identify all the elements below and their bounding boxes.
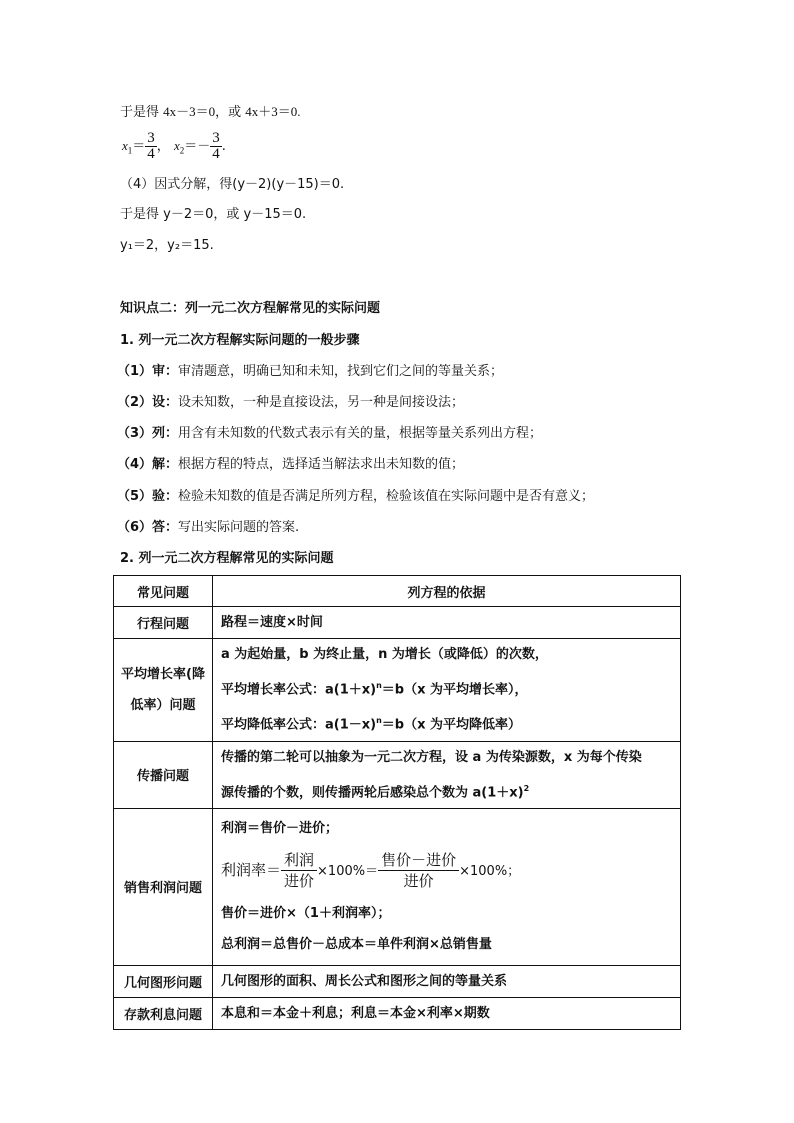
variable: x: [173, 138, 180, 153]
row-label: 存款利息问题: [114, 997, 213, 1029]
table-row: [114, 997, 681, 1029]
step-3: [117, 425, 542, 443]
table-row: [114, 808, 681, 965]
content-line: a 为起始量，b 为终止量，n 为增长（或降低）的次数，: [221, 647, 548, 662]
fraction: [378, 850, 459, 891]
content-line: 传播的第二轮可以抽象为一元二次方程，设 a 为传染源数，x 为每个传染: [221, 749, 642, 765]
step-5: [117, 488, 594, 506]
table-row: [114, 607, 681, 639]
row-content: [213, 741, 681, 808]
row-content: [213, 808, 681, 965]
step-tag: （3）列：: [117, 426, 179, 441]
step-text: 根据方程的特点，选择适当解法求出未知数的值；: [178, 457, 465, 472]
step-tag: （4）解：: [117, 457, 179, 472]
row-label: 传播问题: [114, 741, 213, 808]
formula-text: 源传播的个数，则传播两轮后感染总个数为 a(1＋x): [221, 784, 524, 800]
table-header-row: [114, 576, 681, 607]
formula-text: ×100%＝: [317, 864, 379, 880]
content-line: [221, 670, 672, 705]
step-text: 用含有未知数的代数式表示有关的量，根据等量关系列出方程；: [178, 426, 543, 441]
equation: 4x＋3＝0.: [245, 104, 301, 119]
step-text: 设未知数，一种是直接设法，另一种是间接设法；: [178, 395, 465, 410]
row-content: [213, 639, 681, 742]
subsection-heading-1: 1. 列一元二次方程解实际问题的一般步骤: [120, 333, 360, 348]
row-label: 几何图形问题: [114, 965, 213, 997]
solution-line-5: y₁＝2，y₂＝15.: [120, 238, 214, 253]
numerator: 3: [147, 130, 155, 146]
step-tag: （5）验：: [117, 489, 179, 504]
step-4: [117, 456, 464, 474]
solution-roots: $x_1=$ $\frac{3}{4}$ ， $x_2=-$ $\frac{3}{4}$ .: [122, 130, 226, 162]
header-col1: 常见问题: [114, 576, 213, 607]
row-label-line: 平均增长率(降: [121, 666, 205, 682]
subscript: 1: [127, 145, 133, 156]
content-line: 总利润＝总售价－总成本＝单件利润×总销售量: [221, 937, 492, 953]
content-line: [221, 705, 672, 740]
formula-text: 平均增长率公式：a(1＋x): [221, 682, 377, 698]
problem-table: [113, 575, 681, 1030]
equals-sign: ＝: [132, 138, 146, 153]
solution-line-4: 于是得 y－2＝0，或 y－15＝0.: [120, 207, 307, 222]
row-content: 几何图形的面积、周长公式和图形之间的等量关系: [213, 965, 681, 997]
solution-line-1: [120, 103, 301, 122]
row-label-line: 低率）问题: [130, 697, 196, 713]
fraction: [281, 850, 317, 891]
content-line: 售价＝进价×（1＋利润率）；: [221, 906, 391, 922]
formula-text: ＝b（x 为平均降低率）: [381, 717, 522, 733]
profit-rate-formula: [221, 844, 672, 898]
formula-text: ＝b（x 为平均增长率），: [381, 682, 528, 698]
formula-text: ×100%；: [459, 864, 521, 880]
table-row: [114, 639, 681, 742]
row-content: 路程＝速度×时间: [213, 607, 681, 639]
row-label: [114, 639, 213, 742]
numerator: 3: [212, 130, 220, 146]
formula-text: 利润率＝: [221, 861, 282, 880]
solution-line-3: （4）因式分解，得(y－2)(y－15)＝0.: [120, 177, 345, 192]
row-content: 本息和＝本金＋利息；利息＝本金×利率×期数: [213, 997, 681, 1029]
step-text: 检验未知数的值是否满足所列方程，检验该值在实际问题中是否有意义；: [178, 489, 595, 504]
subsection-heading-2: 2. 列一元二次方程解常见的实际问题: [120, 551, 334, 566]
step-tag: （6）答：: [117, 520, 179, 535]
denominator: 4: [212, 146, 220, 162]
step-tag: （2）设：: [117, 395, 179, 410]
section-heading: 知识点二：列一元二次方程解常见的实际问题: [120, 301, 381, 316]
text-connector: ，或: [215, 105, 246, 120]
content-line: 利润＝售价－进价；: [221, 821, 339, 837]
denominator: 进价: [403, 872, 434, 891]
superscript: n: [376, 716, 382, 726]
fraction: [145, 131, 157, 162]
numerator: 利润: [281, 850, 317, 871]
content-line: [221, 773, 672, 808]
superscript: n: [376, 681, 382, 690]
superscript: 2: [523, 783, 530, 793]
step-text: 审清题意，明确已知和未知，找到它们之间的等量关系；: [178, 364, 504, 379]
equation: 4x－3＝0: [163, 104, 216, 119]
step-text: 写出实际问题的答案.: [178, 520, 300, 535]
text-prefix: 于是得: [120, 105, 164, 120]
step-1: [117, 363, 503, 381]
step-6: [117, 519, 299, 537]
table-row: [114, 965, 681, 997]
denominator: 4: [147, 146, 155, 162]
fraction: [210, 131, 222, 162]
variable: x: [122, 138, 128, 153]
step-tag: （1）审：: [117, 364, 179, 379]
table-row: [114, 741, 681, 808]
subscript: 2: [179, 145, 185, 156]
step-2: [117, 394, 464, 412]
numerator: 售价－进价: [378, 850, 459, 871]
equals-sign: ＝－: [184, 138, 211, 153]
header-col2: 列方程的依据: [213, 576, 681, 607]
formula-text: 平均降低率公式：a(1－x): [221, 717, 377, 733]
denominator: 进价: [284, 872, 315, 891]
row-label: 销售利润问题: [114, 808, 213, 965]
row-label: 行程问题: [114, 607, 213, 639]
